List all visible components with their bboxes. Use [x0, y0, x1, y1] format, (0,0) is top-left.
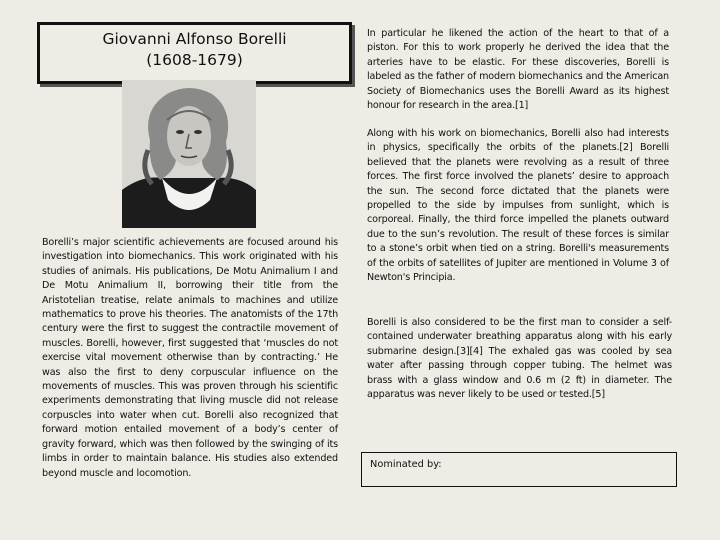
right-paragraph-heart: In particular he likened the action of the heart to that of a piston. For this to work properly he derived the idea that the arteries have to be elastic. For these discoveries, Borelli is labeled as the father of modern biomechanics and the American Society of Biomechanics uses the Borelli Award as its highest honour for research in the area.[1] [367, 28, 669, 112]
title-box [37, 22, 352, 84]
left-paragraph: Borelli’s major scientific achievements are focused around his investigation into biomechanics. This work originated with his studies of animals. His publications, De Motu Animalium I and De Motu Animalium II, borrowing their title from the Aristotelian treatise, relate animals to machines and utilize mathematics to prove his theories. The anatomists of the 17th century were the first to suggest the contractile movement of muscles. Borelli, however, first suggested that ‘muscles do not exercise vital movement otherwise than by contracting.’ He was also the first to deny corpuscular influence on the movements of muscles. This was proven through his scientific experiments demonstrating that living muscle did not release corpuscles into water when cut. Borelli also recognized that forward motion entailed movement of a body’s center of gravity forward, which was then followed by the swinging of its limbs in order to maintain balance. His studies also extended beyond muscle and locomotion. [42, 237, 338, 479]
right-paragraph-physics: Along with his work on biomechanics, Borelli also had interests in physics, specifically the orbits of the planets.[2] Borelli believed that the planets were revolving as a result of three forces. The first force involved the planets’ desire to approach the sun. The second force dictated that the planets were propelled to the side by impulses from sunlight, which is corporeal. Finally, the third force impelled the planets outward due to the sun’s revolution. The result of these forces is similar to a stone’s orbit when tied on a string. Borelli's measurements of the orbits of satellites of Jupiter are mentioned in Volume 3 of Newton's Principia. [367, 128, 669, 284]
portrait-icon [122, 80, 256, 228]
title-name: Giovanni Alfonso Borelli [102, 30, 287, 48]
right-paragraph-underwater: Borelli is also considered to be the first man to consider a self-contained underwater breathing apparatus along with his early submarine design.[3][4] The exhaled gas was cooled by sea water after passing through copper tubing. The helmet was brass with a glass window and 0.6 m (2 ft) in diameter. The apparatus was never likely to be used or tested.[5] [367, 317, 672, 401]
title-dates: (1608-1679) [146, 51, 243, 69]
nominated-by-label: Nominated by: [370, 459, 442, 470]
nominated-by-box [361, 452, 677, 487]
